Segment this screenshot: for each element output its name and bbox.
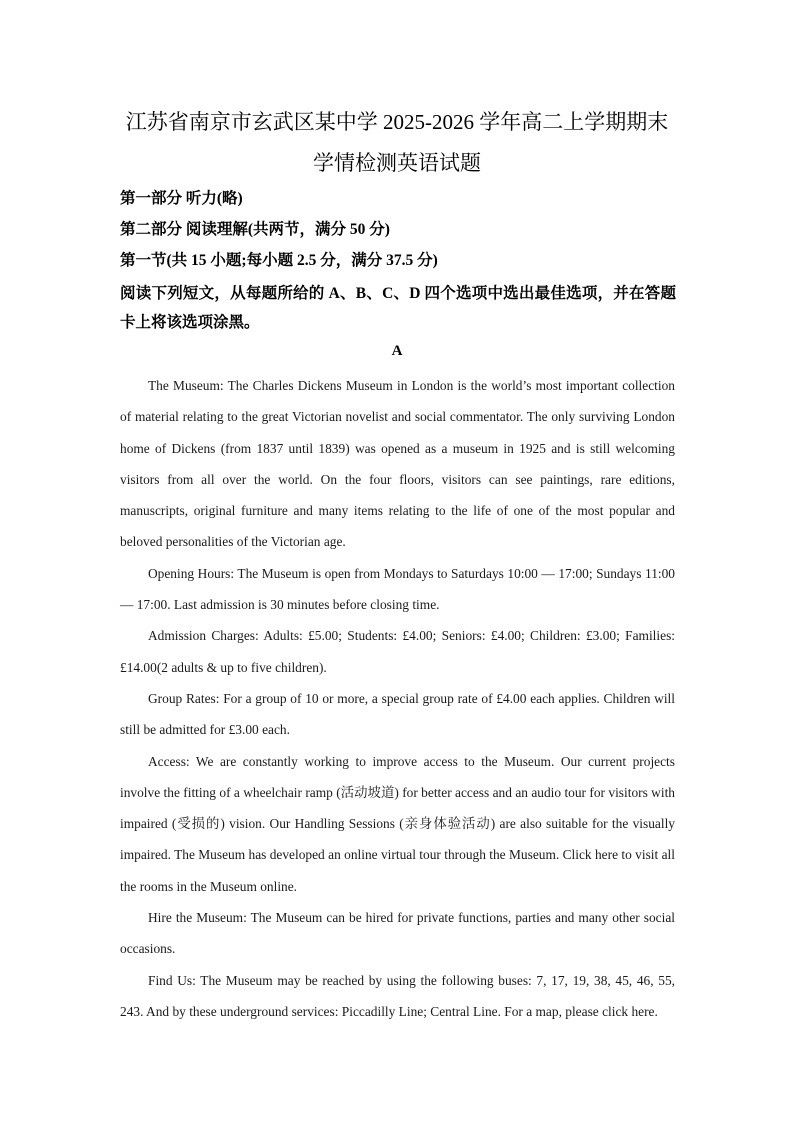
paragraph-museum: The Museum: The Charles Dickens Museum in London is the world’s most important collection of material relating to the great Victorian novelist and social commentator. The only surviving London home of Dickens (from 1837 until 1839) was opened as a museum in 1925 and is still welcoming visitors from all over the world. On the four floors, visitors can see paintings, rare editions, manuscripts, original furniture and many items relating to the life of one of the most popular and beloved personalities of the Victorian age. xyxy=(120,378,675,550)
paragraph-opening-hours: Opening Hours: The Museum is open from Mondays to Saturdays 10:00 — 17:00; Sundays 11:00 — 17:00. Last admission is 30 minutes before closing time. xyxy=(120,565,675,613)
exam-title-line1: 江苏省南京市玄武区某中学 2025-2026 学年高二上学期期末 xyxy=(125,110,669,134)
instructions: 阅读下列短文，从每题所给的 A、B、C、D 四个选项中选出最佳选项，并在答题卡上将该选项涂黑。 xyxy=(120,285,676,331)
exam-title-line2: 学情检测英语试题 xyxy=(313,151,481,175)
paragraph-find-us: Find Us: The Museum may be reached by using the following buses: 7, 17, 19, 38, 45, 46, 55, 243. And by these underground services: Piccadilly Line; Central Line. For a map, please click here. xyxy=(120,972,675,1019)
part2-heading: 第二部分 阅读理解(共两节，满分 50 分) xyxy=(120,221,390,238)
part1-heading: 第一部分 听力(略) xyxy=(120,190,243,207)
paragraph-group-rates: Group Rates: For a group of 10 or more, a special group rate of £4.00 each applies. Children will still be admitted for £3.00 each. xyxy=(120,690,675,738)
paragraph-admission: Admission Charges: Adults: £5.00; Students: £4.00; Seniors: £4.00; Children: £3.00; Families: £14.00(2 adults & up to five children). xyxy=(120,628,675,675)
passage-body xyxy=(120,370,675,1027)
passage-label: A xyxy=(391,343,403,359)
section1-heading: 第一节(共 15 小题;每小题 2.5 分，满分 37.5 分) xyxy=(120,252,438,269)
paragraph-access: Access: We are constantly working to improve access to the Museum. Our current projects involve the fitting of a wheelchair ramp (活动坡道) for better access and an audio tour for visitors with impaired (受损的) vision. Our Handling Sessions (亲身体验活动) are also suitable for the visually impaired. The Museum has developed an online virtual tour through the Museum. Click here to visit all the rooms in the Museum online. xyxy=(120,753,675,894)
paragraph-hire: Hire the Museum: The Museum can be hired for private functions, parties and many other social occasions. xyxy=(120,910,675,957)
